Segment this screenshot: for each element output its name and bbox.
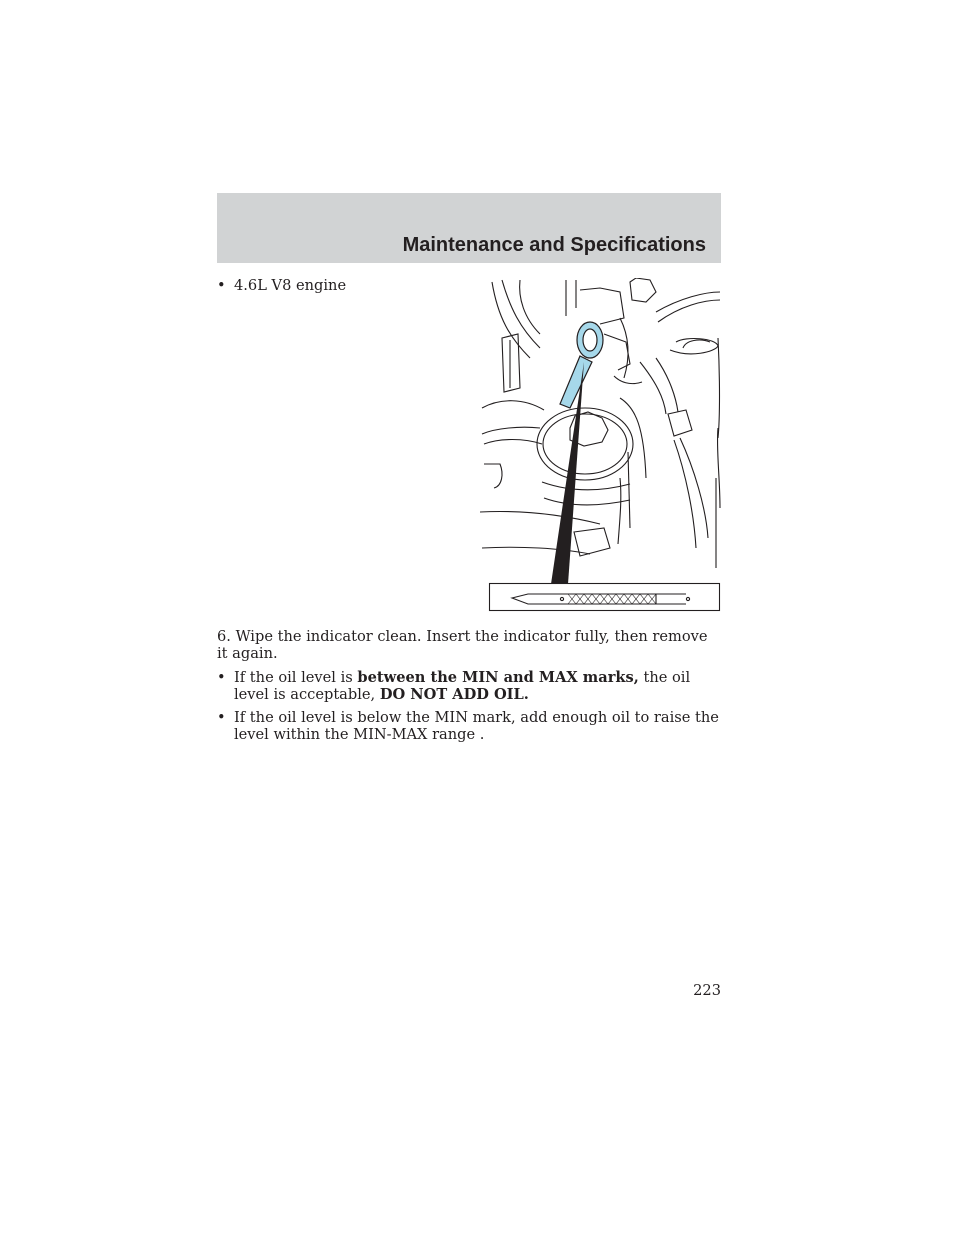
- bullet-marker: •: [217, 277, 226, 294]
- min-max-emphasis: between the MIN and MAX marks,: [357, 669, 639, 686]
- bullet-item-acceptable-level: [217, 670, 721, 703]
- bullet-item-add-oil: [217, 710, 721, 743]
- bullet-marker: •: [217, 669, 226, 686]
- do-not-add-oil-warning: DO NOT ADD OIL.: [379, 685, 529, 703]
- section-title: Maintenance and Specifications: [402, 234, 706, 256]
- add-oil-instruction: If the oil level is below the MIN mark, add enough oil to raise the level within the MIN-MAX range .: [234, 709, 719, 743]
- page-number: 223: [693, 982, 721, 999]
- bullet-text-middle: the oil level is acceptable,: [234, 669, 691, 703]
- bullet-marker: •: [217, 709, 226, 726]
- step-6-instruction: 6. Wipe the indicator clean. Insert the indicator fully, then remove it again.: [217, 628, 708, 662]
- dipstick-illustration: [480, 278, 724, 616]
- section-header-band: [217, 193, 721, 263]
- bullet-text-start: If the oil level is: [234, 669, 358, 686]
- engine-label: 4.6L V8 engine: [234, 277, 347, 294]
